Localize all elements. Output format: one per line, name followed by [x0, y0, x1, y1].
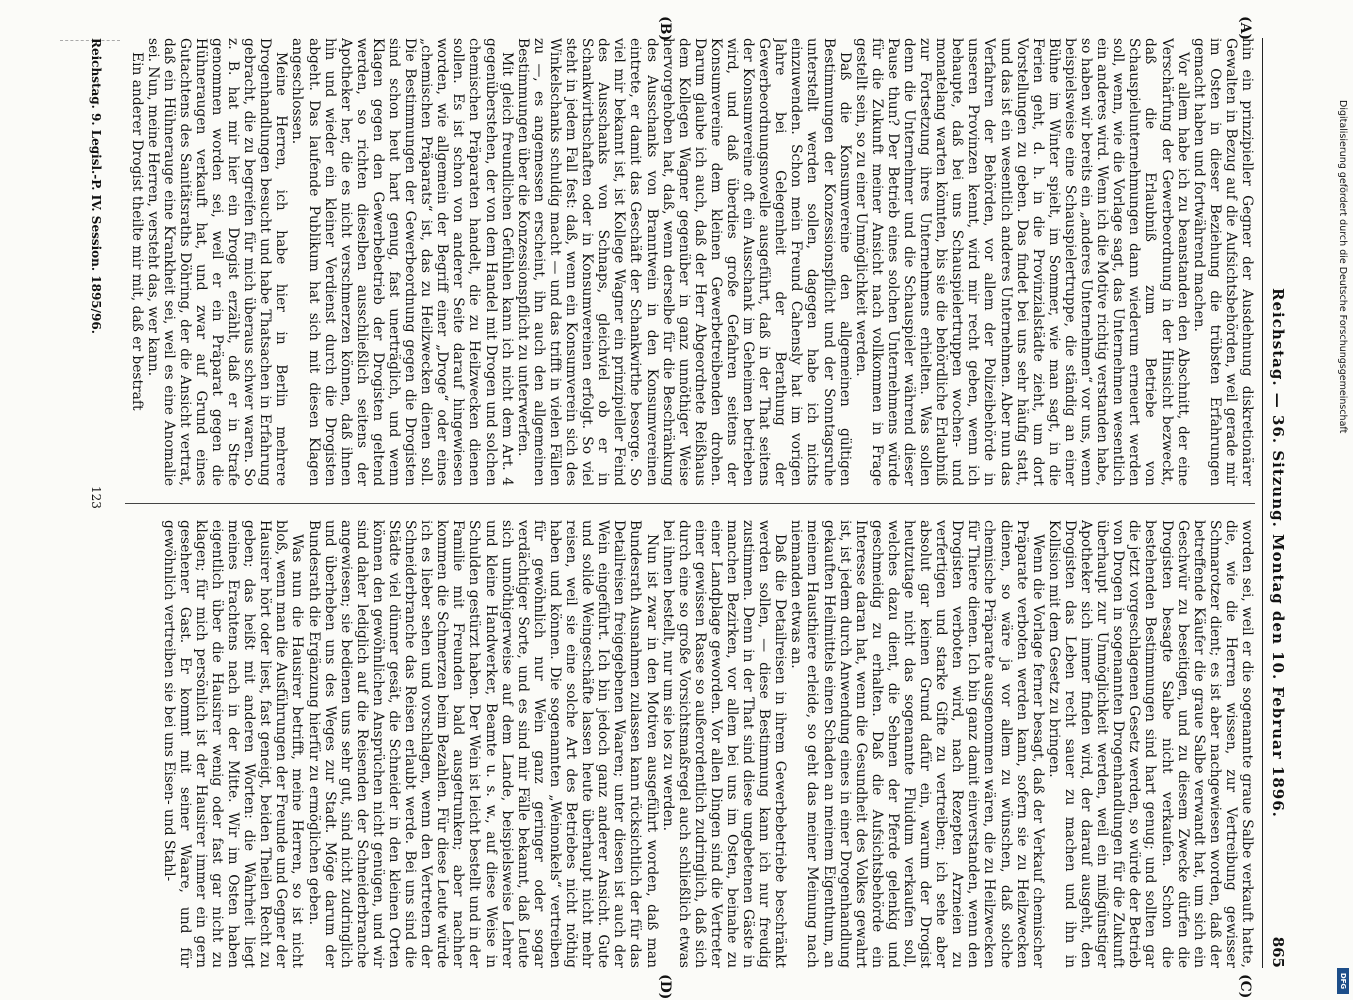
left-column: [110, 38, 1255, 486]
margin-marker-c: (C): [1237, 974, 1253, 999]
digitization-credit: [1330, 100, 1352, 980]
paragraph: hin ein prinzipieller Gegner der Ausdehnung diskretionärer Gewalten in Bezug auf die Aufsichtsbehörden, weil gerade mir im Osten in dieser Beziehung die trübsten Erfahrungen gemacht haben und fortwährend machen.: [1190, 38, 1255, 486]
footer-source: Reichstag. 9. Legisl.-P. IV. Session. 1895/96.: [89, 38, 103, 334]
paragraph: Ein anderer Drogist theilte mir mit, daß er bestraft: [128, 52, 145, 411]
right-column: [110, 520, 1255, 968]
column-divider: [125, 503, 1255, 504]
paragraph: worden sei, weil er die sogenannte graue Salbe verkauft hatte, die, wie die Herren wissen, zur Vertreibung gewisser Schmarotzer dient; es ist aber nachgewiesen worden, daß der betreffende Käufer die graue Salbe verwandt hat, um sich ein Geschwür zu beseitigen, und zu diesem Zwecke dürfen die Drogisten besagte Salbe nicht verkaufen. Schon die bestehenden Bestimmungen sind hart genug; und sollten gar die jetzt vorgeschlagenen Gesetz werden, so würde der Betrieb von Drogen in sogenannten Drogenhandlungen für die Zukunft überhaupt zur Unmöglichkeit werden, weil ein mißgünstiger Apotheker sich immer finden wird, der darauf ausgeht, den Drogisten das Leben recht sauer zu machen und ihn in Kollision mit dem Gesetz zu bringen.: [1045, 520, 1255, 968]
credit-text: Digitalisierung gefördert durch die Deutsche Forschungsgemeinschaft: [1337, 100, 1348, 434]
margin-marker-b: (B): [657, 16, 673, 42]
paragraph: Daß die Konsumvereine den allgemeinen gültigen Bestimmungen der Konzessionspflicht und der Sonntagsruhe unterstellt werden sollen, dagegen habe ich nichts einzuwenden. Schon mein Freund Cahensly hat im vorigen Jahre bei Gelegenheit der Berathung der Gewerbeordnungsnovelle ausgeführt, daß in der That seitens der Konsumvereine oft ein Ausschank im Geheimen betrieben wird, und daß überdies große Gefahren seitens der Konsumvereine dem kleinen Gewerbetreibenden drohen. Darum glaube ich auch, daß der Herr Abgeordnete Reißhaus dem Kollegen Wagner gegenüber in ganz unnöthiger Weise hervorgehoben hat, daß, wenn derselbe für die Beschränkung des Ausschanks von Branntwein in den Konsumvereinen eintrete, er damit das Geschäft der Schankwirthe besorge. So viel mir bekannt ist, ist Kollege Wagner ein prinzipieller Feind des Ausschanks von Schnaps, gleichviel ob er in Schankwirthschaften oder in Konsumvereinen erfolgt. So viel steht in jedem Fall fest: daß, wenn ein Konsumverein sich des Winkelschanks schuldig macht — und das trifft in vielen Fällen zu —, es angemessen erscheint, ihn auch den allgemeinen Bestimmungen über die Konzessionspflicht zu unterwerfen.: [514, 38, 853, 486]
paragraph: Meine Herren, ich habe hier in Berlin mehrere Drogenhandlungen besucht und habe Thatsachen in Erfahrung gebracht, die zu begreifen für mich überaus schwer waren. So z. B. hat mir hier ein Drogist erzählt, daß er in Strafe genommen worden sei, weil er ein Präparat gegen die Hühneraugen verkauft hat, und zwar auf Grund eines Gutachtens des Sanitätsraths Döhring, der die Ansicht vertrat, daß ein Hühnerauge eine Krankheit sei, weil es eine Anomalie sei. Nun, meine Herren, versteht das, wer kann.: [144, 38, 290, 486]
header-title: Reichstag. — 36. Sitzung. Montag den 10. Februar 1896.: [1269, 288, 1287, 818]
page-header: [1263, 38, 1293, 968]
paragraph: Mit gleich freundlichen Gefühlen kann ich nicht dem Art. 4 gegenüberstehen, der von dem Handel mit Drogen und solchen chemischen Präparaten handelt, die zu Heilzwecken dienen sollen. Es ist schon von anderer Seite darauf hingewiesen worden, wie allgemein der Begriff einer „Droge“ oder eines „chemischen Präparats“ ist, das zu Heilzwecken dienen soll. Die Bestimmungen der Gewerbeordnung gegen die Drogisten sind schon heut hart genug, fast unerträglich, und wenn Klagen gegen den Gewerbebetrieb der Drogisten geltend werden, so richten dieselben ausschließlich seitens der Apotheker her, die es nicht verschmerzen können, daß ihnen hin und wieder ein kleiner Verdienst durch die Drogisten abgeht. Das laufende Publikum hat sich mit diesen Klagen angeschlossen.: [289, 38, 515, 486]
dfg-logo-text: DFG: [1339, 972, 1347, 990]
paragraph: Wenn die Vorlage ferner besagt, daß der Verkauf chemischer Präparate verboten werden kann, sofern sie zu Heilzwecken dienen, so wäre ja vor allem zu wünschen, daß solche chemische Präparate ausgenommen wären, die zu Heilzwecken für Thiere dienen. Ich bin ganz damit einverstanden, wenn den Drogisten verboten wird, nach Rezepten Arzneien zu verfertigen und starke Gifte zu vertreiben; ich sehe aber absolut gar keinen Grund dafür ein, warum der Drogist heutzutage nicht das sogenannte Fluidum verkaufen soll, welches dazu dient, die Sehnen der Pferde gelenkig und geschmeidig zu erhalten. Daß die Aufsichtsbehörde ein Interesse daran hat, wenn die Gesundheit des Volkes gewahrt ist, ist jedem durch Anwendung eines in einer Drogenhandlung gekauften Heilmittels einen Schaden an meinem Eigenthum, an meinem Hausthiere erleide, so geht das meiner Meinung nach niemanden etwas an.: [788, 520, 1046, 968]
paragraph: Daß die Detailreisen in ihrem Gewerbebetriebe beschränkt werden sollen, — diese Bestimmung kann ich nur freudig zustimmen. Denn in der That sind diese ungebetenen Gäste in manchen Bezirken, vor allem bei uns im Osten, beinahe zu einer Landplage geworden. Vor allen Dingen sind die Vertreter einer gewissen Rasse so außerordentlich zudringlich, daß sich durch eine so große Vorsichtsmaßregel auch schließlich etwas bei ihnen bestellt, nur um sie los zu werden.: [659, 520, 789, 968]
footer-sheet-number: 123: [89, 486, 103, 509]
header-rule: [1262, 38, 1263, 968]
rotated-page-content: [43, 16, 1293, 1000]
dfg-logo: [1337, 968, 1349, 994]
margin-marker-d: (D): [657, 974, 673, 1000]
margin-marker-a: (A): [1237, 16, 1253, 41]
page-number: 865: [1269, 936, 1287, 968]
paragraph: Nun ist zwar in den Motiven ausgeführt worden, daß man Bundesrath Ausnahmen zulassen kann rücksichtlich der für das Detailreisen freigegebenen Waaren; unter diesen ist auch der Wein eingeführt. Ich bin jedoch ganz anderer Ansicht. Gute und solide Weingeschäfte lassen heute überhaupt nicht mehr reisen, weil sie eine solche Art des Betriebes nicht nöthig haben und können. Die sogenannten „Weinonkels“ vertreiben für gewöhnlich nur Wein ganz geringer oder sogar verdächtiger Sorte, und es sind mir Fälle bekannt, daß Leute sich unnöthigerweise auf dem Lande, beispielsweise Lehrer und kleine Handwerker, Beamte u. s. w., auf diese Weise in Schulden gestürzt haben. Der Wein ist leicht bestellt und in der Familie mit Freunden bald ausgetrunken; aber nachher kommen die Schmerzen beim Bezahlen. Für diese Leute würde ich es lieber sehen und vorschlagen, wenn den Vertretern der Schneiderbranche das Reisen erlaubt werde. Bei uns sind die Städte viel dünner gesät, die Schneider in den kleinen Orten können den gewöhnlichen Ansprüchen nicht genügen, und wir sind daher lediglich auf die Reisenden der Schneiderbranche angewiesen; sie bedienen uns sehr gut, sind nicht zudringlich und überheben uns des Weges zur Stadt. Möge darum der Bundesrath die Ergänzung hierfür zu ermöglichen geben.: [305, 520, 660, 968]
paragraph: Vor allem habe ich zu beanstanden den Abschnitt, der eine Verschärfung der Gewerbeordnung in der Hinsicht bezweckt, daß die Erlaubniß zum Betriebe von Schauspielunternehmungen dann wiederum erneuert werden soll, wenn, wie die Vorlage sagt, das Unternehmen wesentlich ein anderes wird. Wenn ich die Motive richtig verstanden habe, so haben wir bereits ein „anderes Unternehmen“ vor uns, wenn beispielsweise eine Schauspielertruppe, die ständig an einer Bühne im Winter spielt, im Sommer, wie man sagt, in die Ferien geht, d. h. in die Provinzialstädte zieht, um dort Vorstellungen zu geben. Das findet bei uns sehr häufig statt, und das ist ein wesentlich anderes Unternehmen. Aber nun das Verfahren der Behörden, vor allem der Polizeibehörde in unseren Provinzen kennt, wird mir recht geben, wenn ich behaupte, daß bei uns Schauspielertruppen wochen- und monatelang warten könnten, bis sie die behördliche Erlaubniß zur Fortsetzung ihres Unternehmens erhielten. Was sollen denn die Unternehmer und die Schauspieler während dieser Pause thun? Der Betrieb eines solchen Unternehmens würde für die Zukunft meiner Ansicht nach vollkommen in Frage gestellt sein, so zu einer Unmöglichkeit werden.: [852, 38, 1191, 486]
paragraph: Was nun die Hausirer betrifft, meine Herren, so ist nicht bloß, wenn man die Ausführungen der Freunde und Gegner der Hausirer hört oder liest, fast geneigt, beiden Theilen Recht zu geben; das heißt mit anderen Worten: die Wahrheit liegt meines Erachtens nach in der Mitte. Wir im Osten haben eigentlich über die Hausirer wenig oder fast gar nicht zu klagen; für mich persönlich ist der Hausirer immer ein gern gesehener Gast. Er kommt mit seiner Waare, und für gewöhnlich vertreiben sie bei uns Eisen- und Stahl-: [160, 520, 306, 968]
